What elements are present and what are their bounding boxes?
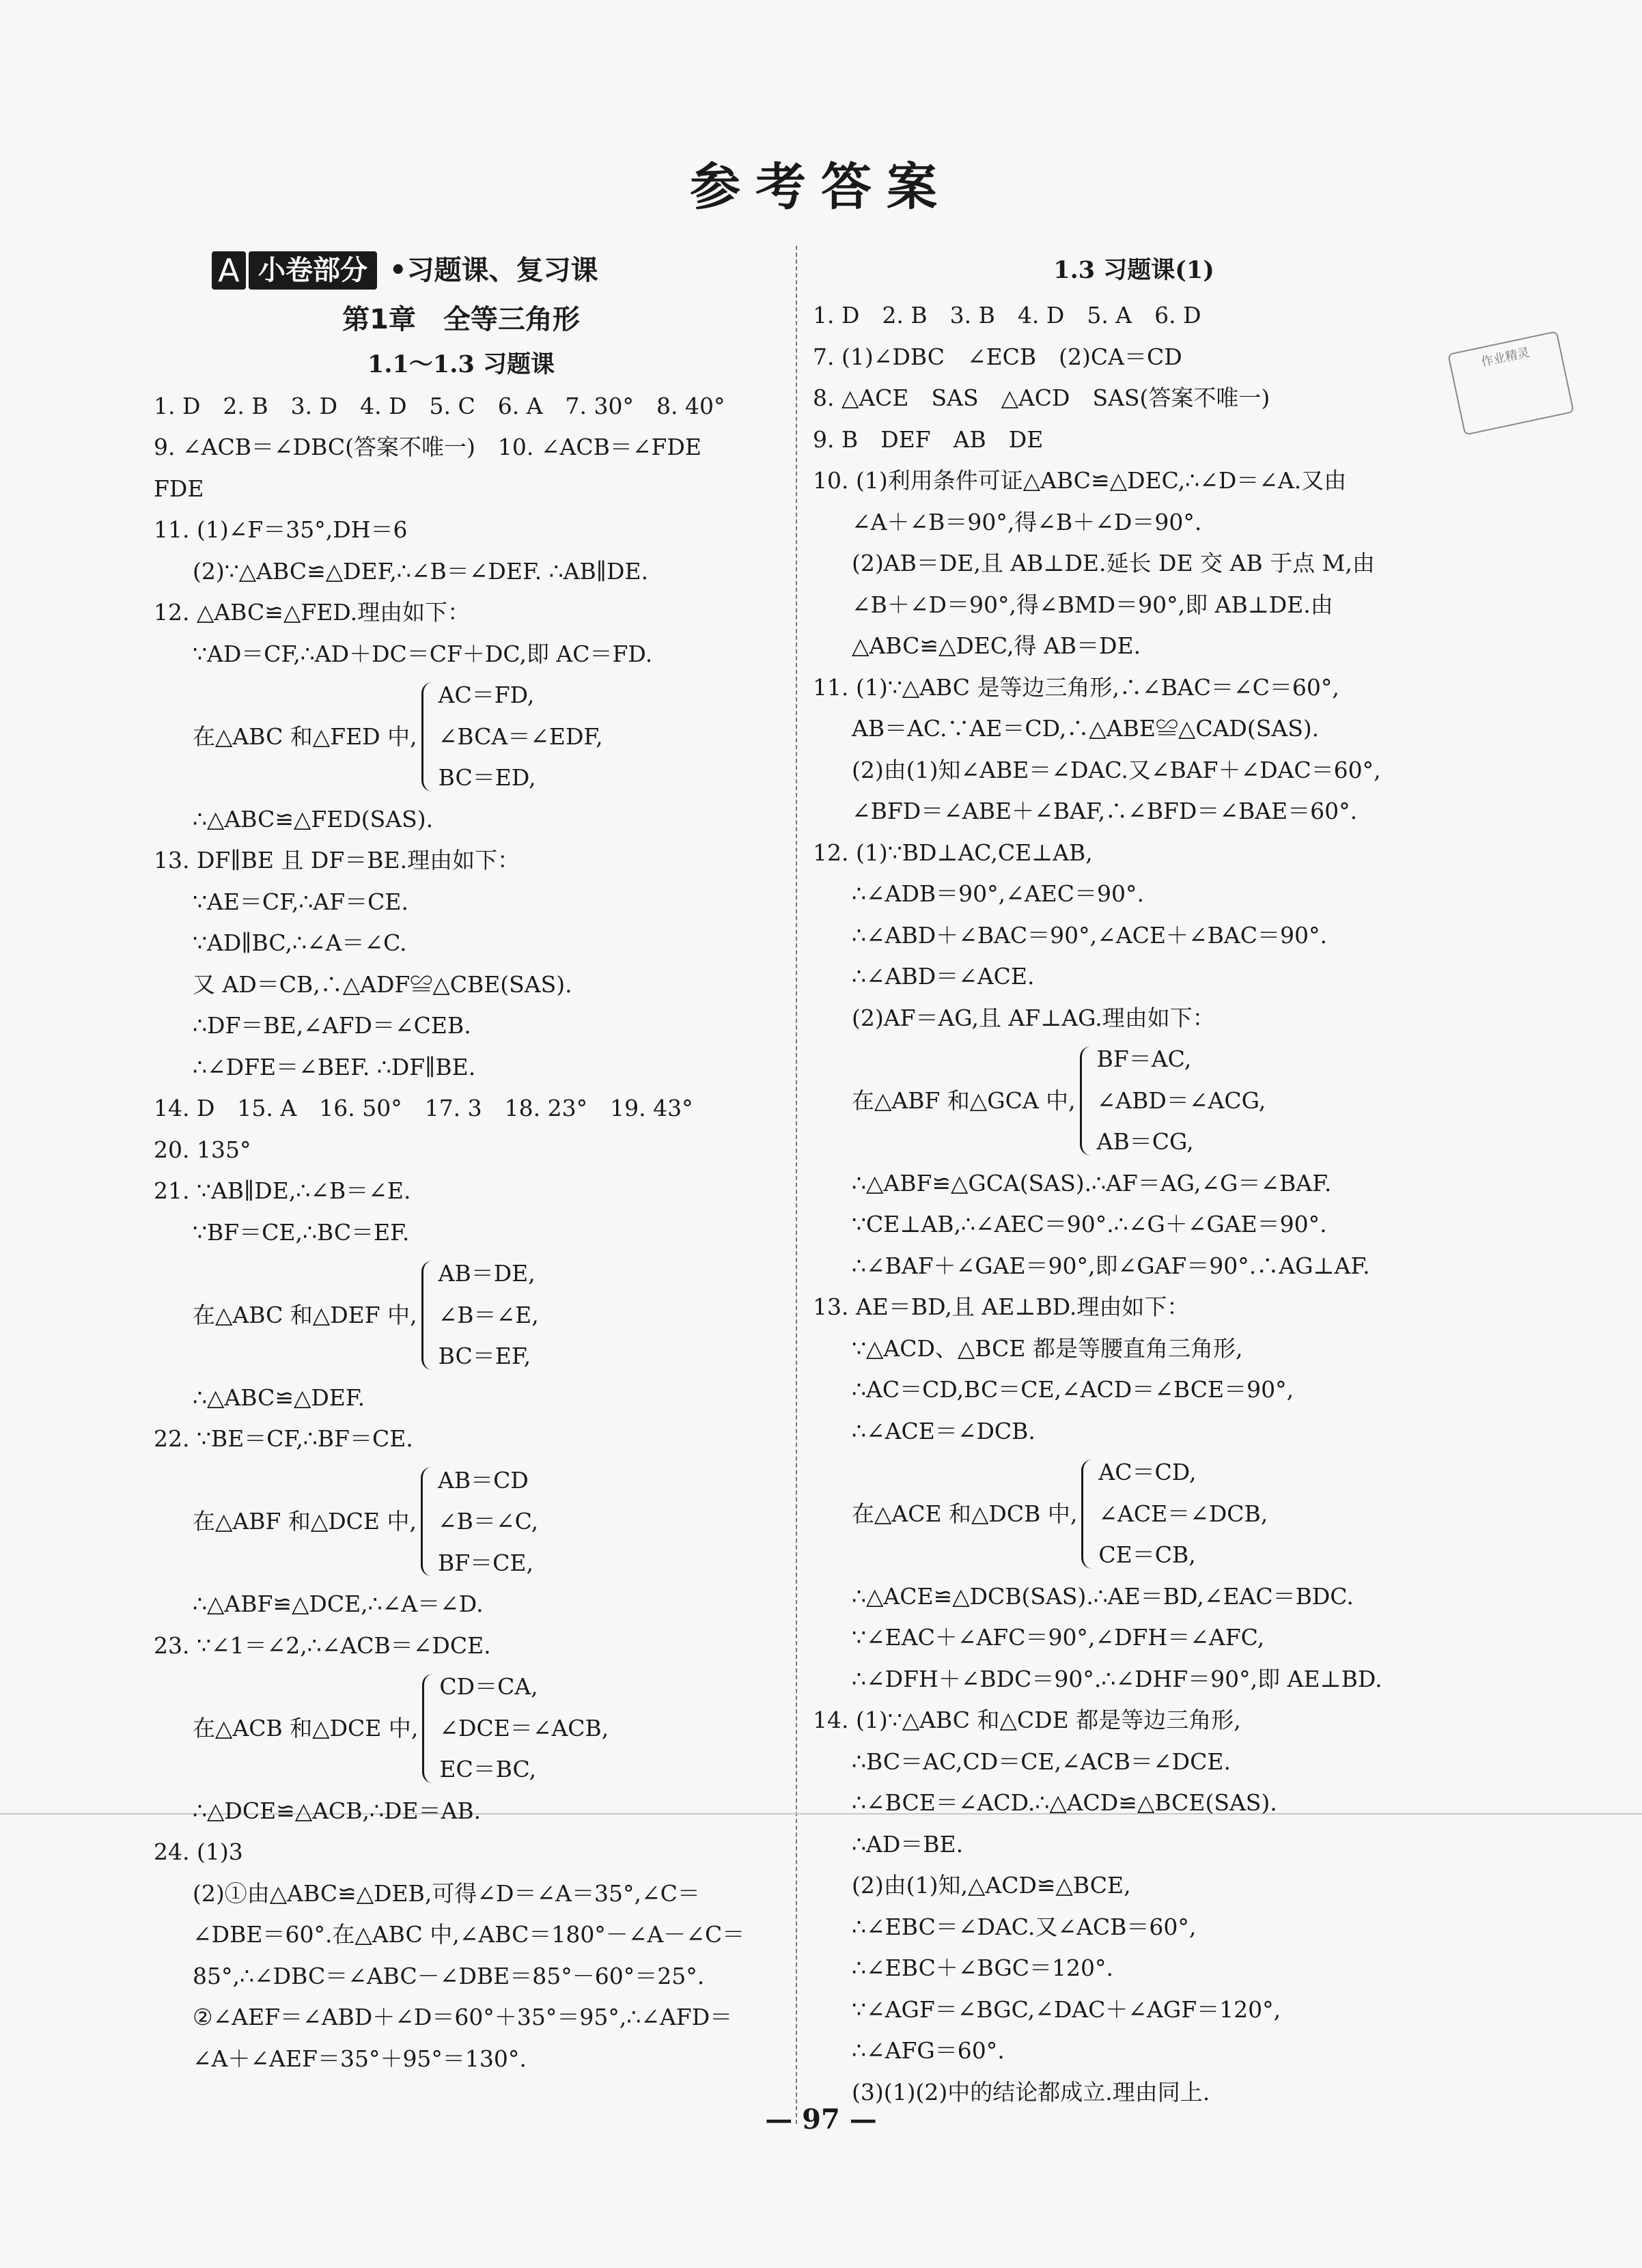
brace-label: 在△ABF 和△DCE 中, [193, 1508, 417, 1535]
answer-line: 1. D 2. B 3. B 4. D 5. A 6. D [813, 302, 1201, 328]
answer-line: ∴△ABC≌△FED(SAS). [193, 805, 434, 832]
answer-line: 14. D 15. A 16. 50° 17. 3 18. 23° 19. 43° [154, 1095, 693, 1121]
answer-line: ∴BC＝AC,CD＝CE,∠ACB＝∠DCE. [852, 1748, 1231, 1775]
answer-line: (2)AB＝DE,且 AB⊥DE.延长 DE 交 AB 于点 M,由 [852, 550, 1375, 576]
brace-row: BF＝AC, [1096, 1046, 1192, 1072]
answer-line: 10. (1)利用条件可证△ABC≌△DEC,∴∠D＝∠A.又由 [813, 467, 1347, 494]
brace-row: BC＝EF, [438, 1343, 531, 1369]
answer-line: 13. DF∥BE 且 DF＝BE.理由如下： [154, 847, 520, 873]
answer-line: 13. AE＝BD,且 AE⊥BD.理由如下： [813, 1293, 1190, 1320]
answer-line: ∴∠ACE＝∠DCB. [852, 1417, 1035, 1444]
brace-group [154, 1666, 768, 1791]
answer-line: ∠B＋∠D＝90°,得∠BMD＝90°,即 AB⊥DE.由 [852, 591, 1333, 618]
answer-line: 21. ∵AB∥DE,∴∠B＝∠E. [154, 1177, 411, 1204]
section-badge-letter: A [212, 251, 246, 290]
answer-line: 12. △ABC≌△FED.理由如下： [154, 599, 471, 626]
brace-row: AC＝CD, [1098, 1459, 1197, 1485]
answer-line: 20. 135° [154, 1136, 251, 1163]
section-header [212, 246, 768, 295]
answer-line: ∵AE＝CF,∴AF＝CE. [193, 888, 408, 915]
answer-line: ∴∠DFH＋∠BDC＝90°.∴∠DHF＝90°,即 AE⊥BD. [852, 1665, 1382, 1692]
answer-line: ∴△ABF≌△GCA(SAS).∴AF＝AG,∠G＝∠BAF. [852, 1169, 1332, 1196]
answer-line: ∴AD＝BE. [852, 1830, 964, 1858]
answer-line: ∴∠ABD＋∠BAC＝90°,∠ACE＋∠BAC＝90°. [852, 921, 1327, 949]
answer-line: 22. ∵BE＝CF,∴BF＝CE. [154, 1425, 413, 1452]
brace-row: EC＝BC, [439, 1756, 537, 1782]
answer-line: ∴∠BCE＝∠ACD.∴△ACD≌△BCE(SAS). [852, 1789, 1277, 1816]
answer-line: FDE [154, 475, 204, 502]
chapter-title: 第1章 全等三角形 [342, 304, 580, 335]
brace-group [154, 1460, 768, 1584]
brace-glyph [1081, 1459, 1094, 1569]
brace-label: 在△ACB 和△DCE 中, [193, 1714, 419, 1741]
answer-line: 14. (1)∵△ABC 和△CDE 都是等边三角形, [813, 1707, 1241, 1733]
section-subtitle: •习题课、复习课 [389, 254, 598, 286]
right-column [813, 246, 1455, 2113]
answer-line: 7. (1)∠DBC ∠ECB (2)CA＝CD [813, 343, 1182, 370]
answer-line: 24. (1)3 [154, 1838, 243, 1865]
brace-group [813, 1452, 1455, 1576]
answer-line: 11. (1)∵△ABC 是等边三角形,∴∠BAC＝∠C＝60°, [813, 673, 1339, 701]
brace-glyph [422, 1674, 435, 1783]
brace-label: 在△ABF 和△GCA 中, [852, 1087, 1076, 1114]
answer-line: ∴△ABC≌△DEF. [193, 1384, 365, 1411]
column-divider [796, 246, 797, 2124]
brace-group [154, 675, 768, 799]
answer-line: (2)AF＝AG,且 AF⊥AG.理由如下： [852, 1004, 1215, 1031]
answer-line: ∵AD＝CF,∴AD＋DC＝CF＋DC,即 AC＝FD. [193, 640, 653, 667]
answer-line: 又 AD＝CB,∴△ADF≌△CBE(SAS). [193, 970, 572, 998]
brace-label: 在△ABC 和△FED 中, [193, 723, 417, 750]
brace-row: BC＝ED, [438, 764, 536, 791]
answer-line: 9. B DEF AB DE [813, 425, 1044, 453]
brace-label: 在△ABC 和△DEF 中, [193, 1301, 417, 1328]
answer-line: ∵BF＝CE,∴BC＝EF. [193, 1218, 410, 1246]
answer-line: (2)∵△ABC≌△DEF,∴∠B＝∠DEF. ∴AB∥DE. [193, 557, 649, 585]
brace-row: ∠ACE＝∠DCB, [1098, 1500, 1268, 1527]
answer-line: ∠A＋∠AEF＝35°＋95°＝130°. [193, 2045, 527, 2072]
answer-line: △ABC≌△DEC,得 AB＝DE. [852, 632, 1141, 659]
answer-line: ∴∠ADB＝90°,∠AEC＝90°. [852, 880, 1144, 907]
brace-group [813, 1039, 1455, 1163]
brace-glyph [421, 1261, 434, 1370]
answer-line: AB＝AC.∵AE＝CD,∴△ABE≌△CAD(SAS). [852, 715, 1320, 742]
answer-line: ∴∠AFG＝60°. [852, 2037, 1005, 2064]
answer-line: ∴∠BAF＋∠GAE＝90°,即∠GAF＝90°.∴AG⊥AF. [852, 1252, 1370, 1279]
answer-line: ∴△DCE≌△ACB,∴DE＝AB. [193, 1797, 482, 1824]
answer-line: ∴∠EBC＝∠DAC.又∠ACB＝60°, [852, 1913, 1197, 1940]
answer-line: ∴∠DFE＝∠BEF. ∴DF∥BE. [193, 1053, 476, 1080]
section-badge-text: 小卷部分 [249, 251, 377, 290]
answer-line: (2)由(1)知∠ABE＝∠DAC.又∠BAF＋∠DAC＝60°, [852, 756, 1381, 783]
answer-line: ∵CE⊥AB,∴∠AEC＝90°.∴∠G＋∠GAE＝90°. [852, 1211, 1327, 1237]
page-number: — 97 — [765, 2103, 877, 2136]
brace-row: ∠ABD＝∠ACG, [1096, 1087, 1266, 1114]
brace-row: AB＝CG, [1096, 1128, 1194, 1155]
brace-row: BF＝CE, [438, 1549, 533, 1576]
answer-line: ∵△ACD、△BCE 都是等腰直角三角形, [852, 1334, 1243, 1362]
brace-row: AB＝CD [438, 1466, 529, 1494]
brace-row: ∠DCE＝∠ACB, [439, 1714, 609, 1741]
page-title: 参考答案 [690, 158, 952, 216]
brace-row: CD＝CA, [439, 1673, 538, 1700]
brace-row: AC＝FD, [438, 682, 535, 708]
answer-line: ∴△ACE≌△DCB(SAS).∴AE＝BD,∠EAC＝BDC. [852, 1582, 1354, 1610]
answer-line: ∴△ABF≌△DCE,∴∠A＝∠D. [193, 1591, 484, 1617]
answer-line: ∴AC＝CD,BC＝CE,∠ACD＝∠BCE＝90°, [852, 1376, 1294, 1403]
answer-line: (3)(1)(2)中的结论都成立.理由同上. [852, 2078, 1210, 2105]
brace-glyph [1080, 1046, 1093, 1156]
brace-label: 在△ACE 和△DCB 中, [852, 1500, 1078, 1527]
answer-line: ∠A＋∠B＝90°,得∠B＋∠D＝90°. [852, 508, 1202, 535]
answer-line: 8. △ACE SAS △ACD SAS(答案不唯一) [813, 384, 1270, 411]
brace-row: ∠BCA＝∠EDF, [438, 723, 603, 750]
answer-line: 12. (1)∵BD⊥AC,CE⊥AB, [813, 839, 1093, 866]
answer-line: ∴∠EBC＋∠BGC＝120°. [852, 1955, 1113, 1981]
stamp-logo: 作业精灵 [1447, 331, 1574, 435]
answer-line: ②∠AEF＝∠ABD＋∠D＝60°＋35°＝95°,∴∠AFD＝ [193, 2004, 733, 2030]
answer-line: ∠DBE＝60°.在△ABC 中,∠ABC＝180°－∠A－∠C＝ [193, 1921, 745, 1948]
answer-line: ∵AD∥BC,∴∠A＝∠C. [193, 929, 407, 956]
brace-glyph [421, 682, 434, 792]
answer-line: (2)①由△ABC≌△DEB,可得∠D＝∠A＝35°,∠C＝ [193, 1879, 700, 1907]
brace-row: ∠B＝∠C, [438, 1508, 539, 1535]
brace-row: CE＝CB, [1098, 1541, 1196, 1568]
answer-line: ∴∠ABD＝∠ACE. [852, 963, 1035, 990]
answer-line: (2)由(1)知,△ACD≌△BCE, [852, 1872, 1131, 1899]
section-heading: 1.1～1.3 习题课 [367, 350, 555, 378]
brace-group [154, 1253, 768, 1377]
answer-line: ∵∠AGF＝∠BGC,∠DAC＋∠AGF＝120°, [852, 1996, 1281, 2023]
answer-line: ∠BFD＝∠ABE＋∠BAF,∴∠BFD＝∠BAE＝60°. [852, 798, 1358, 824]
brace-row: AB＝DE, [438, 1260, 535, 1287]
answer-line: 9. ∠ACB＝∠DBC(答案不唯一) 10. ∠ACB＝∠FDE [154, 434, 701, 460]
answer-line: 23. ∵∠1＝∠2,∴∠ACB＝∠DCE. [154, 1632, 491, 1659]
answer-line: 85°,∴∠DBC＝∠ABC－∠DBE＝85°－60°＝25°. [193, 1962, 705, 1989]
left-column [154, 246, 768, 2080]
brace-row: ∠B＝∠E, [438, 1301, 539, 1328]
answer-line: ∵∠EAC＋∠AFC＝90°,∠DFH＝∠AFC, [852, 1624, 1265, 1651]
section-heading: 1.3 习题课(1) [1053, 256, 1214, 284]
answer-line: 11. (1)∠F＝35°,DH＝6 [154, 516, 408, 543]
answer-line: 1. D 2. B 3. D 4. D 5. C 6. A 7. 30° 8. 40° [154, 392, 725, 419]
answer-line: ∴DF＝BE,∠AFD＝∠CEB. [193, 1012, 471, 1039]
brace-glyph [421, 1467, 434, 1576]
